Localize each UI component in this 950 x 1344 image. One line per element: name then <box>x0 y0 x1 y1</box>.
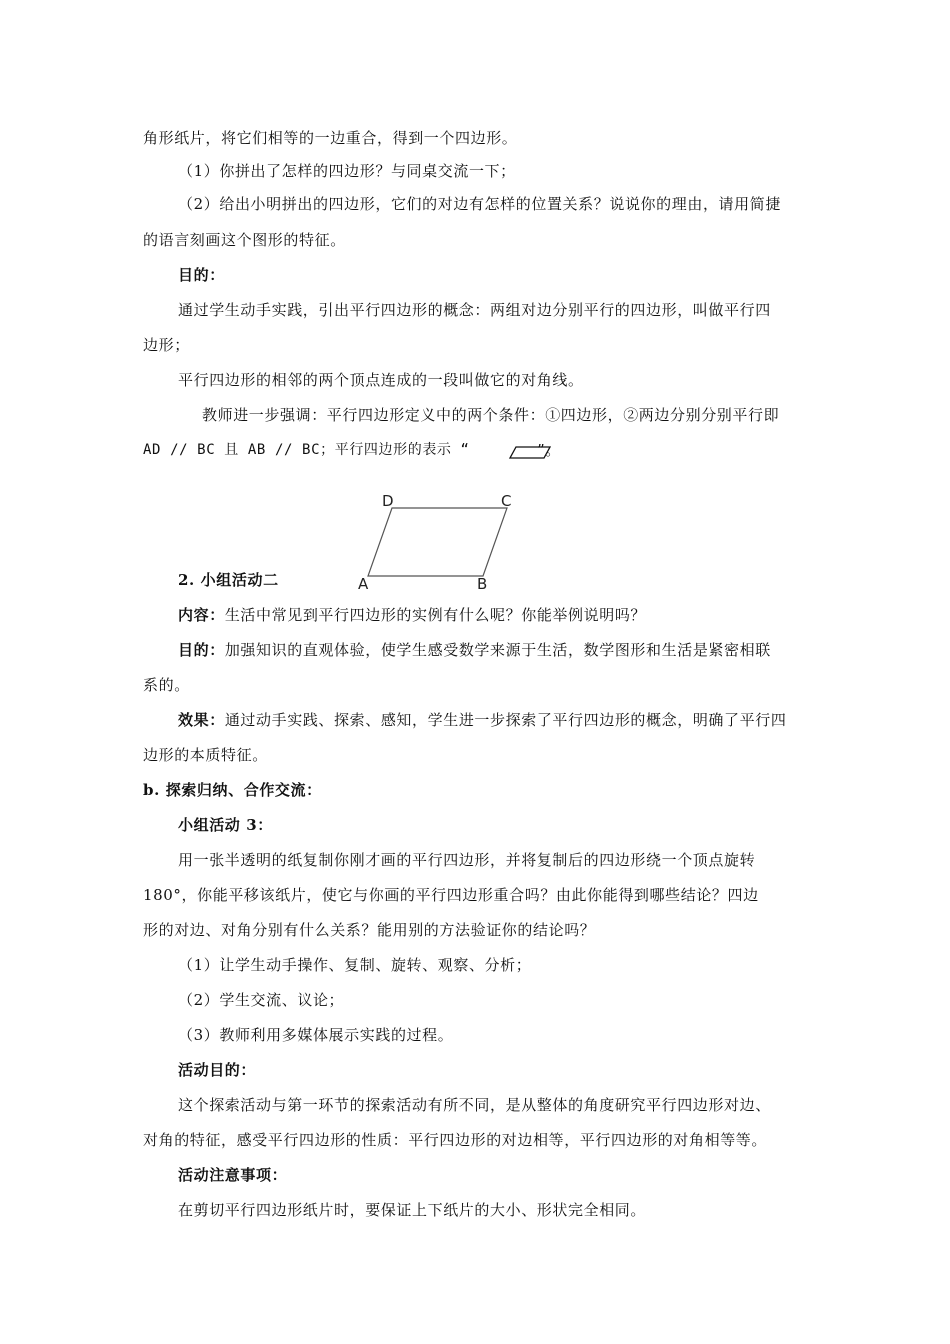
heading: 活动注意事项： <box>178 1166 288 1184</box>
text-line: 这个探索活动与第一环节的探索活动有所不同，是从整体的角度研究平行四边形对边、 <box>178 1096 771 1114</box>
text-line: 教师进一步强调：平行四边形定义中的两个条件：①四边形，②两边分别分别平行即 <box>202 406 780 424</box>
vertex-label-d: D <box>382 492 394 510</box>
text-line: 用一张半透明的纸复制你刚才画的平行四边形，并将复制后的四边形绕一个顶点旋转 <box>178 851 756 869</box>
text-line: （1）你拼出了怎样的四边形？与同桌交流一下； <box>178 162 516 180</box>
text-line: 系的。 <box>143 676 190 694</box>
text: 加强知识的直观体验，使学生感受数学来源于生活，数学图形和生活是紧密相联 <box>224 641 771 659</box>
text-line: 形的对边、对角分别有什么关系？能用别的方法验证你的结论吗？ <box>143 921 596 939</box>
heading: 小组活动 3： <box>178 816 273 834</box>
text-line: 边形的本质特征。 <box>143 746 268 764</box>
parallelogram-figure <box>355 490 525 590</box>
text-line: 的语言刻画这个图形的特征。 <box>143 231 346 249</box>
parallelogram-shape <box>368 508 507 576</box>
vertex-label-a: A <box>358 575 369 590</box>
text-line: 180°，你能平移该纸片，使它与你画的平行四边形重合吗？由此你能得到哪些结论？四边 <box>143 886 759 904</box>
list-item: （3）教师利用多媒体展示实践的过程。 <box>178 1026 454 1044</box>
list-item: （2）学生交流、议论； <box>178 991 345 1009</box>
heading: 目的： <box>178 266 225 284</box>
text-line: 边形； <box>143 336 190 354</box>
text-line: 在剪切平行四边形纸片时，要保证上下纸片的大小、形状完全相同。 <box>178 1201 647 1219</box>
heading: 活动目的： <box>178 1061 257 1079</box>
vertex-label-c: C <box>501 492 512 510</box>
list-item: （1）让学生动手操作、复制、旋转、观察、分析； <box>178 956 532 974</box>
section-heading: b. 探索归纳、合作交流： <box>143 781 322 799</box>
text: 通过动手实践、探索、感知，学生进一步探索了平行四边形的概念，明确了平行四 <box>224 711 787 729</box>
text: 生活中常见到平行四边形的实例有什么呢？你能举例说明吗？ <box>224 606 647 624</box>
text-line: 通过学生动手实践，引出平行四边形的概念：两组对边分别平行的四边形，叫做平行四 <box>178 301 771 319</box>
text-line <box>178 710 786 730</box>
text-line: 角形纸片，将它们相等的一边重合，得到一个四边形。 <box>143 129 518 147</box>
label: 内容： <box>178 606 225 624</box>
section-heading: 2. 小组活动二 <box>178 571 279 589</box>
text-line: 对角的特征，感受平行四边形的性质：平行四边形的对边相等，平行四边形的对角相等等。 <box>143 1131 768 1149</box>
text-line: 平行四边形的相邻的两个顶点连成的一段叫做它的对角线。 <box>178 371 584 389</box>
text-line: （2）给出小明拼出的四边形，它们的对边有怎样的位置关系？说说你的理由，请用简捷 <box>178 195 781 213</box>
vertex-label-b: B <box>477 575 488 590</box>
text-line: AD // BC 且 AB // BC；平行四边形的表示 “ <box>143 442 470 458</box>
text-line: ”。 <box>537 441 561 459</box>
text-line <box>178 605 646 625</box>
label: 目的： <box>178 641 225 659</box>
text-line <box>178 640 771 660</box>
label: 效果： <box>178 711 225 729</box>
